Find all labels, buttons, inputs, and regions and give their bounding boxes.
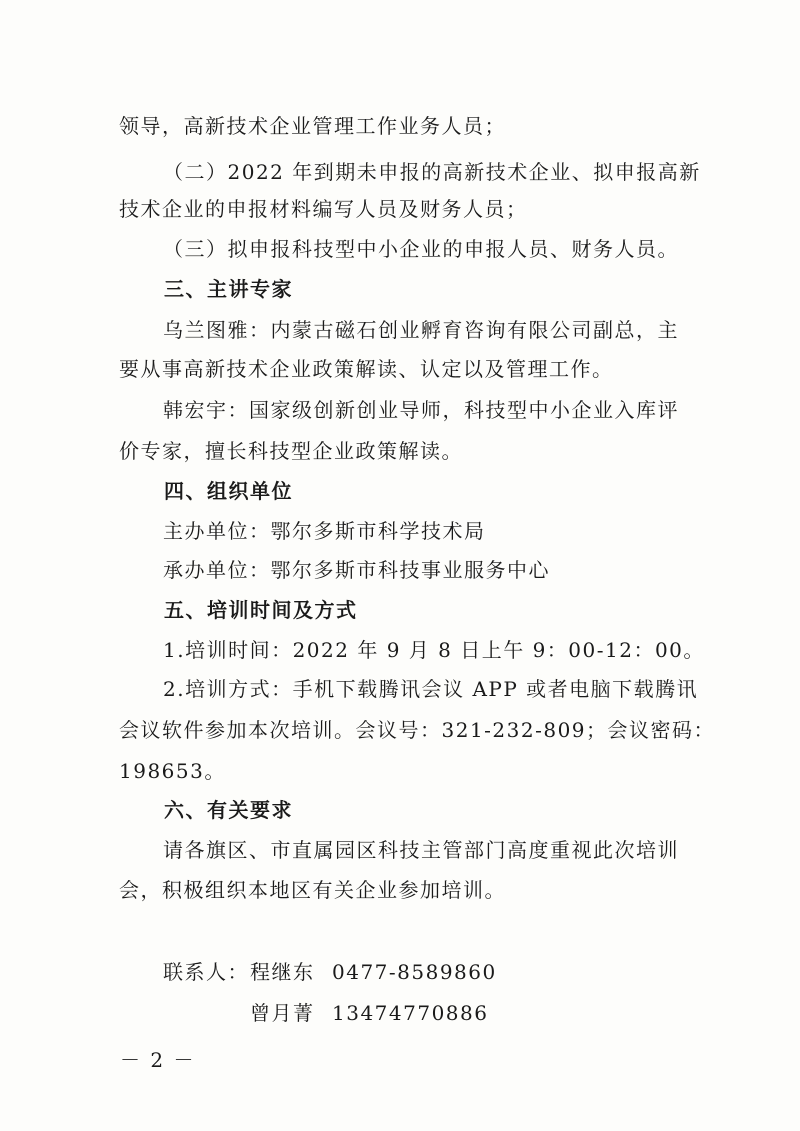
text-line-4: （三）拟申报科技型中小企业的申报人员、财务人员。 [163,237,679,261]
section-heading-4: 四、组织单位 [164,479,293,503]
text-line-7: 韩宏宇：国家级创新创业导师，科技型中小企业入库评 [163,398,679,422]
text-line-3: 技术企业的申报材料编写人员及财务人员； [119,197,528,221]
text-line-11: 1.培训时间：2022 年 9 月 8 日上午 9：00-12：00。 [163,638,705,662]
text-line-2: （二）2022 年到期未申报的高新技术企业、拟申报高新 [163,160,701,184]
text-line-5: 乌兰图雅：内蒙古磁石创业孵育咨询有限公司副总，主 [163,318,679,342]
text-line-9: 主办单位：鄂尔多斯市科学技术局 [163,519,486,543]
section-heading-6: 六、有关要求 [164,798,293,822]
text-line-6: 要从事高新技术企业政策解读、认定以及管理工作。 [119,357,614,381]
text-line-12: 2.培训方式：手机下载腾讯会议 APP 或者电脑下载腾讯 [163,677,699,701]
text-line-15: 请各旗区、市直属园区科技主管部门高度重视此次培训 [163,838,679,862]
section-heading-3: 三、主讲专家 [164,277,293,301]
text-line-1: 领导，高新技术企业管理工作业务人员； [119,114,506,138]
contact-person-2-name: 曾月菁 [250,1001,315,1025]
text-line-13: 会议软件参加本次培训。会议号：321-232-809；会议密码： [119,718,716,742]
text-line-16: 会，积极组织本地区有关企业参加培训。 [119,878,506,902]
contact-person-2-phone: 13474770886 [332,1001,489,1025]
contact-person-1-name: 程继东 [250,960,315,984]
page-number: － 2 － [120,1048,196,1072]
contact-label: 联系人： [163,960,249,984]
section-heading-5: 五、培训时间及方式 [164,598,358,622]
contact-person-1-phone: 0477-8589860 [332,960,497,984]
text-line-10: 承办单位：鄂尔多斯市科技事业服务中心 [163,558,550,582]
text-line-8: 价专家，擅长科技型企业政策解读。 [119,439,463,463]
text-line-14: 198653。 [119,759,226,783]
